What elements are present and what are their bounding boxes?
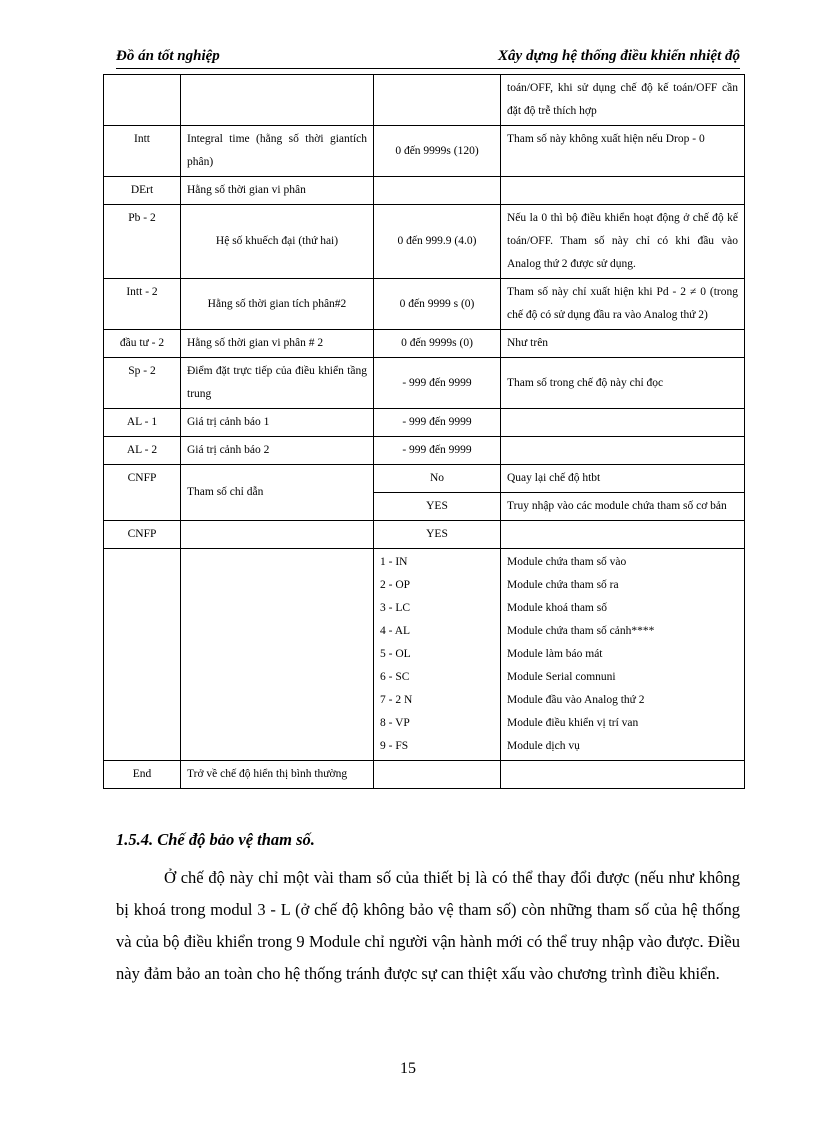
cell-code: Intt (104, 126, 181, 177)
cell-name: Integral time (hằng số thời giantích phân) (181, 126, 374, 177)
cell-note: Truy nhập vào các module chứa tham số cơ bản (501, 493, 745, 521)
cell-range: - 999 đến 9999 (374, 358, 501, 409)
section-title: 1.5.4. Chế độ bảo vệ tham số. (116, 830, 315, 849)
module-desc: Module điều khiển vị trí van (507, 717, 639, 729)
cell-code: Pb - 2 (104, 205, 181, 279)
cell-note (501, 521, 745, 549)
cell-code (104, 75, 181, 126)
table-row (104, 409, 745, 437)
module-desc: Module chứa tham số ra (507, 579, 619, 591)
cell-range (374, 75, 501, 126)
cell-name: Hằng số thời gian vi phân # 2 (181, 330, 374, 358)
cell-name: Giá trị cảnh báo 1 (181, 409, 374, 437)
cell-code: End (104, 761, 181, 789)
module-id-list (374, 549, 501, 761)
module-id: 3 - LC (380, 602, 411, 614)
cell-code: Intt - 2 (104, 279, 181, 330)
page-number: 15 (400, 1060, 416, 1077)
cell-name: Hệ số khuếch đại (thứ hai) (181, 205, 374, 279)
body-paragraph: Ở chế độ này chỉ một vài tham số của thiết bị là có thể thay đổi được (nếu như không bị khoá trong modul 3 - L (ở chế độ không bảo vệ tham số) còn những tham số của hệ thống và của bộ điều khiển trong 9 Module chỉ người vận hành mới có thể truy nhập vào được. Điều này đảm bảo an toàn cho hệ thống tránh được sự can thiệt xấu vào chương trình điều khiển. (116, 868, 740, 983)
module-id: 7 - 2 N (380, 694, 413, 706)
cell-code: Sp - 2 (104, 358, 181, 409)
table-row (104, 279, 745, 330)
cell-range: 0 đến 9999 s (0) (374, 279, 501, 330)
table-row (104, 330, 745, 358)
cell-name: Hằng số thời gian vi phân (181, 177, 374, 205)
table-row-cnfp (104, 465, 745, 493)
table-row-modules (104, 549, 745, 761)
cell-note (501, 409, 745, 437)
cell-name: Tham số chỉ dẫn (181, 465, 374, 521)
cell-range: No (374, 465, 501, 493)
module-desc: Module chứa tham số cảnh**** (507, 625, 655, 637)
module-id: 1 - IN (380, 556, 408, 568)
cell-name (181, 75, 374, 126)
module-desc-list (501, 549, 745, 761)
cell-name (181, 549, 374, 761)
cell-name (181, 521, 374, 549)
cell-code: đầu tư - 2 (104, 330, 181, 358)
cell-code: CNFP (104, 521, 181, 549)
module-id: 4 - AL (380, 625, 411, 637)
cell-name: Trở về chế độ hiển thị bình thường (181, 761, 374, 789)
table-row (104, 126, 745, 177)
header-left: Đồ án tốt nghiệp (116, 48, 220, 64)
cell-range: 0 đến 9999s (0) (374, 330, 501, 358)
cell-code (104, 549, 181, 761)
table-row (104, 177, 745, 205)
cell-note: Tham số trong chế độ này chỉ đọc (501, 358, 745, 409)
table-row (104, 205, 745, 279)
module-id: 9 - FS (380, 740, 409, 752)
cell-range: YES (374, 493, 501, 521)
module-desc: Module Serial comnuni (507, 671, 616, 683)
cell-code: AL - 1 (104, 409, 181, 437)
cell-note: Tham số này chỉ xuất hiện khi Pd - 2 ≠ 0 (trong chế độ có sử dụng đầu ra vào Analog thứ 2) (501, 279, 745, 330)
module-desc: Module chứa tham số vào (507, 556, 627, 568)
cell-note: Quay lại chế độ htbt (501, 465, 745, 493)
cell-code: DErt (104, 177, 181, 205)
cell-code: AL - 2 (104, 437, 181, 465)
cell-name: Điểm đặt trực tiếp của điều khiển tầng trung (181, 358, 374, 409)
cell-name: Giá trị cảnh báo 2 (181, 437, 374, 465)
cell-range: 0 đến 9999s (120) (374, 126, 501, 177)
table-row (104, 358, 745, 409)
cell-range (374, 761, 501, 789)
module-desc: Module dịch vụ (507, 740, 580, 752)
module-id: 8 - VP (380, 717, 410, 729)
module-desc: Module khoá tham số (507, 602, 607, 614)
module-id: 6 - SC (380, 671, 410, 683)
module-desc: Module đầu vào Analog thứ 2 (507, 694, 645, 706)
cell-note: Tham số này không xuất hiện nếu Drop - 0 (501, 126, 745, 177)
cell-note: Nếu la 0 thì bộ điều khiển hoạt động ở chế độ kế toán/OFF. Tham số này chỉ có khi đầu vào Analog thứ 2 được sử dụng. (501, 205, 745, 279)
cell-code: CNFP (104, 465, 181, 521)
table-row (104, 437, 745, 465)
cell-range: YES (374, 521, 501, 549)
cell-range: 0 đến 999.9 (4.0) (374, 205, 501, 279)
parameter-table (103, 74, 745, 789)
module-desc: Module làm báo mát (507, 648, 603, 660)
cell-range: - 999 đến 9999 (374, 437, 501, 465)
cell-name: Hằng số thời gian tích phân#2 (181, 279, 374, 330)
page-header (116, 48, 740, 69)
cell-note (501, 437, 745, 465)
module-id: 2 - OP (380, 579, 411, 591)
cell-note: Như trên (501, 330, 745, 358)
cell-range (374, 177, 501, 205)
cell-note (501, 761, 745, 789)
header-right: Xây dựng hệ thống điều khiển nhiệt độ (498, 48, 740, 64)
table-row (104, 761, 745, 789)
table-row (104, 521, 745, 549)
cell-range: - 999 đến 9999 (374, 409, 501, 437)
module-id: 5 - OL (380, 648, 411, 660)
table-row (104, 75, 745, 126)
cell-note: toán/OFF, khi sử dụng chế độ kế toán/OFF cần đặt độ trễ thích hợp (501, 75, 745, 126)
cell-note (501, 177, 745, 205)
